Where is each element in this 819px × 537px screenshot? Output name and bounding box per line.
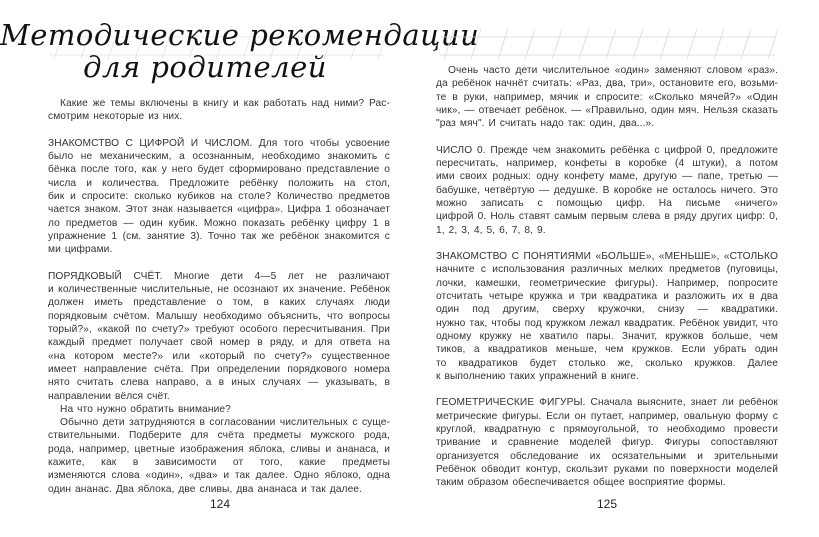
text-line: нужно так, чтобы под кружком лежал квадратик. Ребёнок увидит, что bbox=[436, 317, 778, 329]
text-line: и количественные числительные, не осознают их значение. Ребёнок bbox=[48, 284, 390, 296]
text-line: таким образом обеспечивается общее восприятие формы. bbox=[436, 477, 726, 489]
text-line: тривание и сравнение моделей фигур. Фигуры сопоставляют bbox=[436, 437, 778, 449]
right-page-body bbox=[436, 64, 778, 490]
right-page bbox=[410, 0, 819, 537]
left-page-body bbox=[48, 97, 390, 496]
blank-line bbox=[48, 124, 390, 137]
text-line: то квадратиков будет столько же, сколько кружков. Далее bbox=[436, 357, 778, 369]
page-number: 125 bbox=[597, 497, 618, 511]
text-line: рода, например, цветные изображения яблока, сливы и ананаса, и bbox=[48, 443, 390, 455]
text-line: упражнение 1 (см. занятие 3). Точно так же ребёнок знакомится с bbox=[48, 230, 390, 242]
blank-line bbox=[48, 257, 390, 270]
text-line: цифрой 0. Ноль ставят самым первым слева в ряду других цифр: 0, bbox=[436, 211, 778, 223]
guide-slant bbox=[525, 29, 535, 59]
blank-line bbox=[436, 383, 778, 396]
text-line: кажите, как в зависимости от того, какие предметы bbox=[48, 457, 390, 469]
text-line: ми цифрами. bbox=[48, 244, 113, 256]
text-line: один ананас. Два яблока, две сливы, два ананаса и так далее. bbox=[48, 483, 363, 495]
guide-slant bbox=[498, 29, 508, 59]
text-line: порядковым счётом. Малышу необходимо объяснить, что вопросы bbox=[48, 310, 390, 322]
guide-slant bbox=[552, 29, 562, 59]
guide-slant bbox=[768, 29, 778, 59]
text-line: можно записать с помощью цифр. На письме «ничего» bbox=[436, 197, 778, 209]
text-line: лочки, камешки, геометрические фигуры). Например, попросите bbox=[436, 277, 778, 289]
text-line: отсчитать четыре кружка и три квадратика и разложить их в два bbox=[436, 291, 778, 303]
text-line: ствительными. Подберите для счёта предметы мужского рода, bbox=[48, 430, 390, 442]
text-line: изменяются слова «один», «два» и так далее. Одно яблоко, одна bbox=[48, 470, 390, 482]
text-line: На что нужно обратить внимание? bbox=[60, 403, 231, 415]
guide-slant bbox=[471, 29, 481, 59]
text-line: каждый предмет получает свой номер в ряду, и для ответа на bbox=[48, 337, 390, 349]
text-line: «на котором месте?» или «который по счету?» существенное bbox=[48, 350, 390, 362]
text-line: метрические фигуры. Если он путает, например, овальную форму с bbox=[436, 410, 778, 422]
text-line: было не механическим, а осознанным, необходимо знакомить с bbox=[48, 151, 390, 163]
blank-line bbox=[436, 237, 778, 250]
text-line: организуется обследование их осязательными и зрительными bbox=[436, 450, 778, 462]
text-line: нято считать слева направо, а в иных случаях — указывать, в bbox=[48, 377, 390, 389]
text-line: направлении вёлся счёт. bbox=[48, 390, 170, 402]
text-line: Очень часто дети числительное «один» заменяют словом «раз». bbox=[448, 65, 778, 76]
guide-slant bbox=[660, 29, 670, 59]
text-line: смотрим некоторые из них. bbox=[48, 111, 183, 123]
text-line: бик и спросите: сколько кубиков на столе? Количество предметов bbox=[48, 191, 390, 203]
guide-slant bbox=[606, 29, 616, 59]
text-line: имеет направление счёта. При определении порядкового номера bbox=[48, 363, 390, 375]
text-line: начните с использования различных мелких предметов (пуговицы, bbox=[436, 264, 778, 276]
text-line: ими своих родных: одну конфету маме, другую — папе, третью — bbox=[436, 171, 778, 183]
text-line: те в руки, например, мячик и спросите: «Сколько мячей?» «Один bbox=[436, 91, 778, 103]
text-line: числа и количества. Предложите ребёнку положить на стол, bbox=[48, 177, 390, 189]
text-line: да ребёнок начнёт считать: «Раз, два, три», остановите его, возьми- bbox=[436, 78, 778, 90]
text-line: бёнка после того, как у него будет сформировано представление о bbox=[48, 164, 390, 176]
text-line: торый?», «какой по счету?» требуют особого пересчитывания. При bbox=[48, 324, 390, 336]
section-heading-line: ЗНАКОМСТВО С ЦИФРОЙ И ЧИСЛОМ. Для того чтобы усвоение bbox=[48, 137, 390, 149]
guide-slant bbox=[741, 29, 751, 59]
text-line: бабушке, четвёртую — дедушке. В коробке не осталось ничего. Это bbox=[436, 184, 778, 196]
text-line: к выполнению таких упражнений в книге. bbox=[436, 370, 639, 382]
text-line: должен иметь представление о том, в каких случаях люди bbox=[48, 297, 390, 309]
guide-slant bbox=[444, 29, 454, 59]
text-line: круглой, квадратную с прямоугольной, то необходимо провести bbox=[436, 424, 778, 436]
text-line: чается знаком. Этот знак называется «цифра». Цифра 1 обозначает bbox=[48, 204, 390, 216]
text-line: Обычно дети затрудняются в согласовании числительных с суще- bbox=[60, 417, 390, 429]
page-title-line-2: для родителей bbox=[83, 50, 327, 84]
text-line: тиков, а квадратиков меньше, чем кружков. Если убрать один bbox=[436, 344, 778, 356]
text-line: один под другим, сверху кружочки, снизу — квадратики. bbox=[436, 304, 778, 316]
text-line: Какие же темы включены в книгу и как работать над ними? Рас- bbox=[60, 98, 390, 109]
text-line: чик», — отвечает ребёнок. — «Правильно, один мяч. Нельзя сказать bbox=[436, 104, 778, 116]
text-line: "раз мяч". И считать надо так: один, два...». bbox=[436, 118, 655, 130]
text-line: 1, 2, 3, 4, 5, 6, 7, 8, 9. bbox=[436, 224, 546, 236]
section-heading-line: ПОРЯДКОВЫЙ СЧЁТ. Многие дети 4—5 лет не различают bbox=[48, 270, 390, 282]
section-heading-line: ГЕОМЕТРИЧЕСКИЕ ФИГУРЫ. Сначала выясните, знает ли ребёнок bbox=[436, 397, 778, 409]
guide-slant bbox=[633, 29, 643, 59]
page-number: 124 bbox=[210, 497, 231, 511]
section-heading-line: ЗНАКОМСТВО С ПОНЯТИЯМИ «БОЛЬШЕ», «МЕНЬШЕ», «СТОЛЬКО bbox=[436, 251, 778, 263]
text-line: Ребёнок обводит контур, скользит руками по поверхности моделей bbox=[436, 463, 778, 475]
guide-slant bbox=[714, 29, 724, 59]
page-title-line-1: Методические рекомендации bbox=[0, 18, 480, 52]
text-line: ло предметов — один кубик. Можно показать ребёнку цифру 1 в bbox=[48, 217, 390, 229]
text-line: одному кружку не хватило пары. Значит, кружков больше, чем bbox=[436, 330, 778, 342]
blank-line bbox=[436, 130, 778, 143]
guide-slant bbox=[579, 29, 589, 59]
section-heading-line: ЧИСЛО 0. Прежде чем знакомить ребёнка с цифрой 0, предложите bbox=[436, 144, 778, 156]
guide-slant bbox=[687, 29, 697, 59]
text-line: пересчитать, например, конфеты в коробке (4 штуки), а потом bbox=[436, 158, 778, 170]
